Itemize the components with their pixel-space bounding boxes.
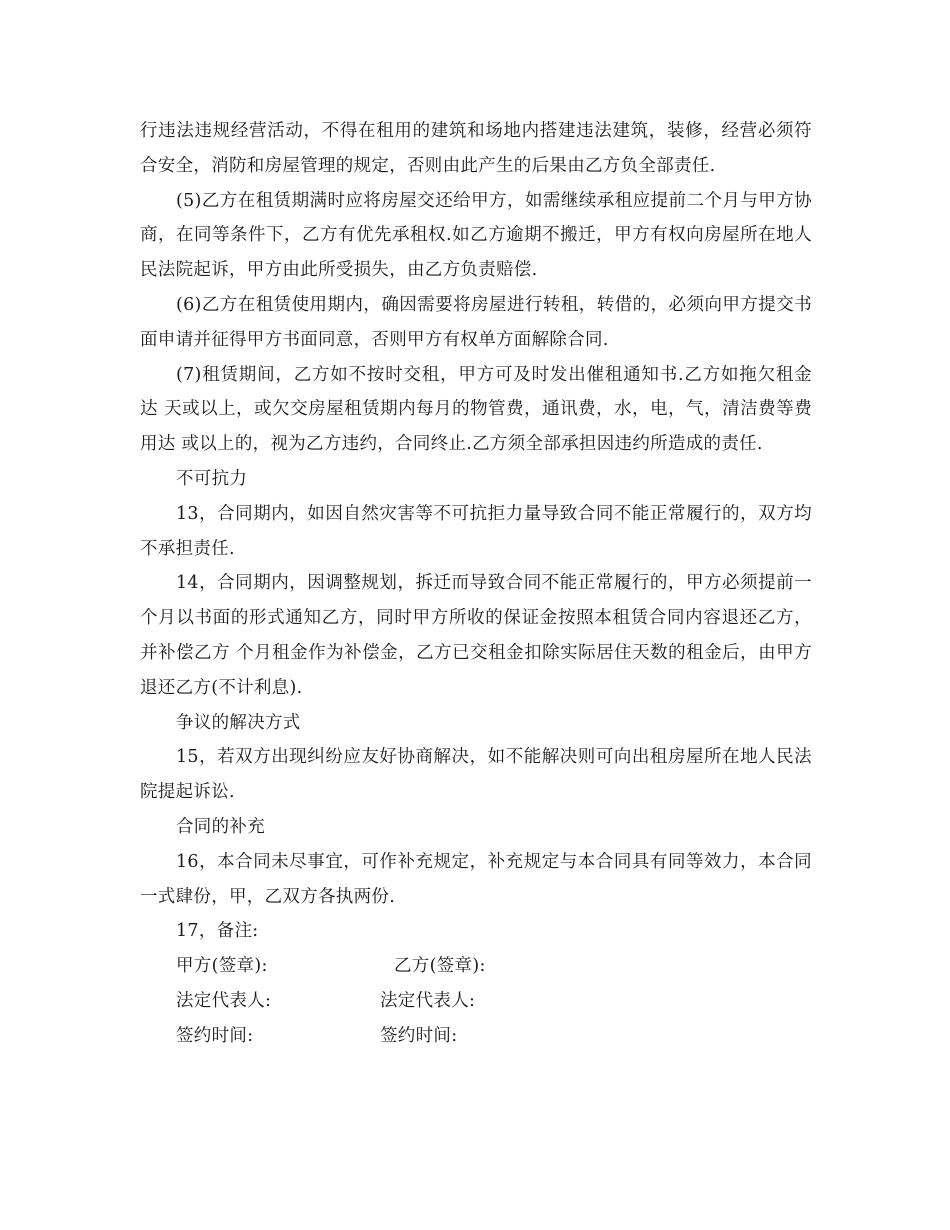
party-a-date-label: 签约时间: (176, 1025, 254, 1046)
party-b-date-label: 签约时间: (380, 1025, 458, 1046)
contract-body (140, 114, 812, 1054)
party-a-representative-label: 法定代表人: (176, 990, 272, 1011)
section-heading-dispute-resolution: 争议的解决方式 (176, 712, 301, 733)
signature-row-seal (140, 949, 812, 984)
paragraph: 16，本合同未尽事宜，可作补充规定，补充规定与本合同具有同等效力，本合同一式肆份，甲，乙双方各执两份. (140, 851, 812, 907)
party-a-seal-label: 甲方(签章): (176, 956, 268, 977)
paragraph: (7)租赁期间，乙方如不按时交租，甲方可及时发出催租通知书.乙方如拖欠租金达 天或以上，或欠交房屋租赁期内每月的物管费，通讯费，水，电，气，清洁费等费用达 或以上的，视为乙方违约，合同终止.乙方须全部承担因违约所造成的责任. (140, 364, 812, 455)
paragraph: (5)乙方在租赁期满时应将房屋交还给甲方，如需继续承租应提前二个月与甲方协商，在同等条件下，乙方有优先承租权.如乙方逾期不搬迁，甲方有权向房屋所在地人民法院起诉，甲方由此所受损失，由乙方负责赔偿. (140, 190, 812, 281)
paragraph: 14，合同期内，因调整规划，拆迁而导致合同不能正常履行的，甲方必须提前一个月以书面的形式通知乙方，同时甲方所收的保证金按照本租赁合同内容退还乙方，并补偿乙方 个月租金作为补偿金，乙方已交租金扣除实际居住天数的租金后，由甲方退还乙方(不计利息). (140, 573, 812, 698)
paragraph: 行违法违规经营活动，不得在租用的建筑和场地内搭建违法建筑，装修，经营必须符合安全，消防和房屋管理的规定，否则由此产生的后果由乙方负全部责任. (140, 121, 812, 176)
signature-row-date (140, 1019, 812, 1054)
paragraph: 13，合同期内，如因自然灾害等不可抗拒力量导致合同不能正常履行的，双方均不承担责任. (140, 503, 812, 559)
signature-row-representative (140, 984, 812, 1019)
party-b-seal-label: 乙方(签章): (394, 956, 486, 977)
section-heading-supplement: 合同的补充 (176, 816, 265, 837)
paragraph: (6)乙方在租赁使用期内，确因需要将房屋进行转租，转借的，必须向甲方提交书面申请并征得甲方书面同意，否则甲方有权单方面解除合同. (140, 294, 812, 350)
section-heading-force-majeure: 不可抗力 (176, 468, 248, 489)
remarks-line: 17，备注: (176, 921, 259, 942)
party-b-representative-label: 法定代表人: (380, 990, 476, 1011)
paragraph: 15，若双方出现纠纷应友好协商解决，如不能解决则可向出租房屋所在地人民法院提起诉讼. (140, 747, 812, 803)
